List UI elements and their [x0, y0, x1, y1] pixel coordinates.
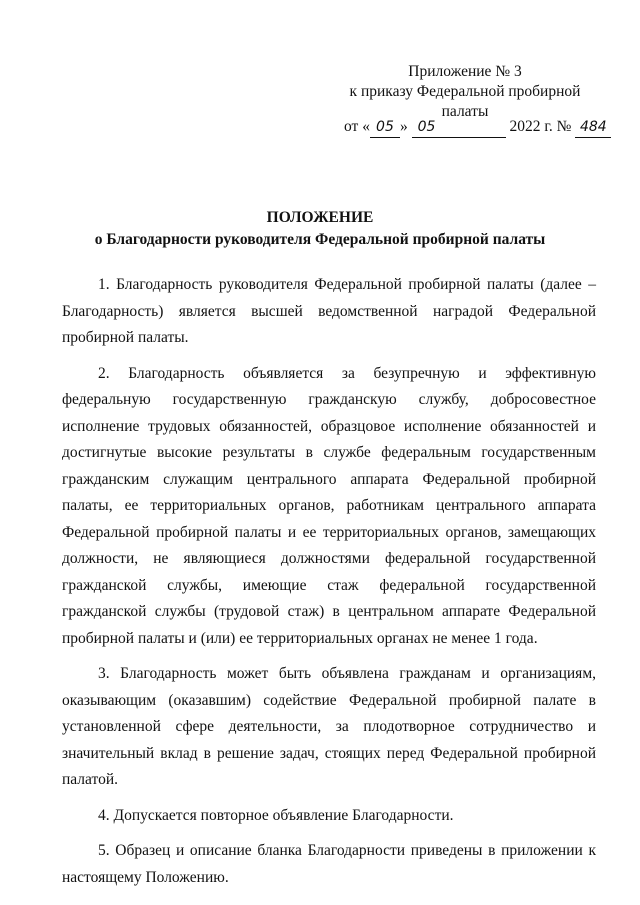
appendix-order-reference: к приказу Федеральной пробирной	[349, 83, 581, 100]
date-prefix: от «	[344, 118, 370, 135]
appendix-header	[330, 62, 600, 122]
paragraph-3: 3. Благодарность может быть объявлена гражданам и организациям, оказывающим (оказавшим) содействие Федеральной пробирной палате в установленной сфере деятельности, за плодотворное сотрудничество и значительный вклад в решение задач, стоящих перед Федеральной пробирной палатой.	[62, 665, 596, 788]
paragraph-5: 5. Образец и описание бланка Благодарности приведены в приложении к настоящему Положению.	[62, 842, 596, 886]
order-date-line	[344, 117, 611, 138]
date-close-quote: »	[399, 118, 408, 135]
title-subheading: о Благодарности руководителя Федеральной пробирной палаты	[94, 231, 546, 248]
handwritten-order-number: 484	[575, 117, 611, 138]
appendix-order-reference-cont: палаты	[441, 103, 489, 120]
document-body	[62, 272, 596, 891]
handwritten-month: 05	[412, 117, 506, 138]
handwritten-day: 05	[370, 117, 400, 138]
document-title	[0, 207, 640, 251]
title-heading: ПОЛОЖЕНИЕ	[266, 209, 374, 226]
paragraph-2: 2. Благодарность объявляется за безупречную и эффективную федеральную государственную гражданскую службу, добросовестное исполнение трудовых обязанностей, образцовое исполнение обязанностей и достигнутые высокие результаты в службе федеральным государственным гражданским служащим центрального аппарата Федеральной пробирной палаты, ее территориальных органов, работникам центрального аппарата Федеральной пробирной палаты и ее территориальных органов, замещающих должности, не являющиеся должностями федеральной государственной гражданской службы, имеющие стаж федеральной государственной гражданской службы (трудовой стаж) в центральном аппарате Федеральной пробирной палаты и (или) ее территориальных органах не менее 1 года.	[62, 364, 596, 647]
appendix-number: Приложение № 3	[408, 63, 522, 80]
paragraph-4: 4. Допускается повторное объявление Благодарности.	[98, 806, 454, 824]
year-and-number-label: 2022 г. №	[509, 118, 572, 135]
paragraph-1: 1. Благодарность руководителя Федеральной пробирной палаты (далее – Благодарность) является высшей ведомственной наградой Федеральной пробирной палаты.	[62, 276, 596, 346]
